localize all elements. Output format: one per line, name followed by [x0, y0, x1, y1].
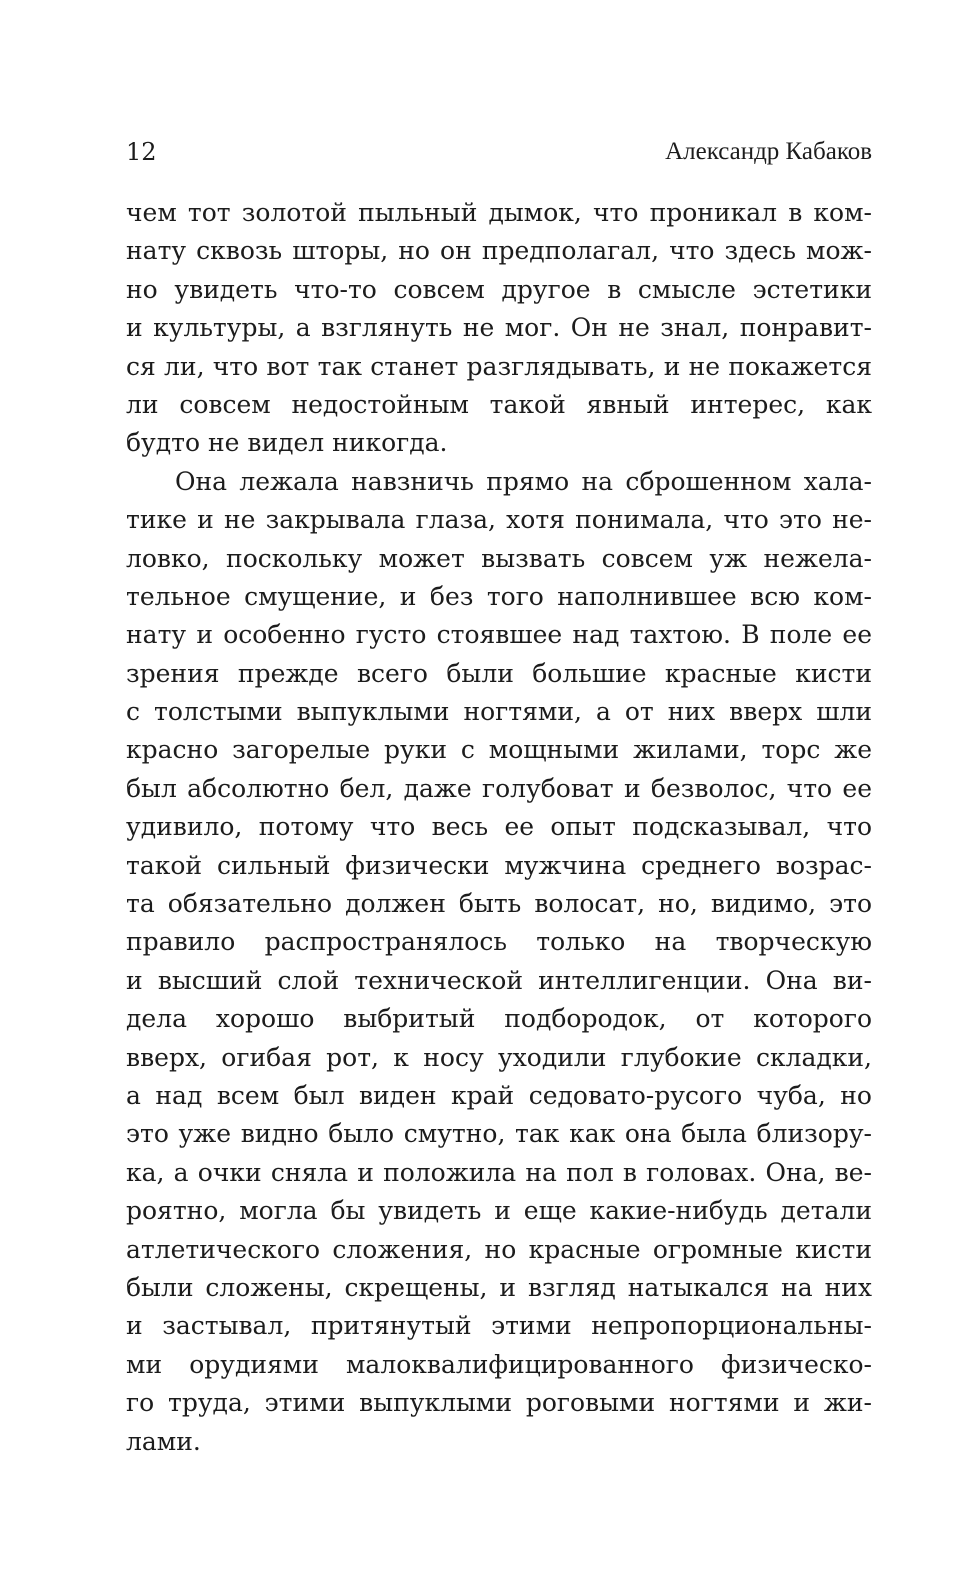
text-line: с толстыми выпуклыми ногтями, а от них вверх шли [126, 697, 872, 727]
text-line: Она лежала навзничь прямо на сброшенном хала- [175, 466, 872, 496]
text-line: красно загорелые руки с мощными жилами, торс же [126, 735, 872, 765]
text-line: ли совсем недостойным такой явный интерес, как [126, 389, 872, 419]
text-line: но увидеть что-то совсем другое в смысле эстетики [126, 274, 872, 304]
text-line: правило распространялось только на творческую [126, 927, 872, 957]
text-line: удивило, потому что весь ее опыт подсказывал, что [126, 812, 872, 842]
text-line: та обязательно должен быть волосат, но, видимо, это [126, 889, 872, 919]
text-line: были сложены, скрещены, и взгляд натыкался на них [126, 1272, 872, 1302]
running-head-author: Александр Кабаков [665, 138, 872, 165]
page-number: 12 [126, 138, 157, 166]
text-line: тике и не закрывала глаза, хотя понимала, что это не- [126, 505, 872, 535]
text-line: это уже видно было смутно, так как она была близору- [126, 1119, 872, 1149]
text-line: будто не видел никогда. [126, 428, 448, 458]
text-line: нату сквозь шторы, но он предполагал, что здесь мож- [126, 236, 872, 266]
text-line: атлетического сложения, но красные огромные кисти [126, 1234, 872, 1264]
text-line: вверх, огибая рот, к носу уходили глубокие складки, [126, 1042, 872, 1072]
text-line: такой сильный физически мужчина среднего возрас- [126, 850, 872, 880]
body-text [126, 194, 872, 1461]
paragraph [126, 194, 872, 463]
text-line: ловко, поскольку может вызвать совсем уж нежела- [126, 543, 872, 573]
text-line: дела хорошо выбритый подбородок, от которого [126, 1004, 872, 1034]
text-line: нату и особенно густо стоявшее над тахтою. В поле ее [126, 620, 872, 650]
page-header [126, 134, 872, 170]
text-line: и застывал, притянутый этими непропорциональны- [126, 1311, 872, 1341]
text-line: и культуры, а взглянуть не мог. Он не знал, понравит- [126, 313, 872, 343]
text-line: го труда, этими выпуклыми роговыми ногтями и жи- [126, 1388, 872, 1418]
text-line: а над всем был виден край седовато-русого чуба, но [126, 1080, 872, 1110]
text-line: был абсолютно бел, даже голубоват и безволос, что ее [126, 773, 872, 803]
text-line: ка, а очки сняла и положила на пол в головах. Она, ве- [126, 1157, 872, 1187]
text-line: роятно, могла бы увидеть и еще какие-нибудь детали [126, 1196, 872, 1226]
paragraph [126, 463, 872, 1461]
text-line: ми орудиями малоквалифицированного физическо- [126, 1349, 872, 1379]
text-line: лами. [126, 1426, 201, 1456]
text-line: ся ли, что вот так станет разглядывать, и не покажется [126, 351, 872, 381]
text-line: тельное смущение, и без того наполнившее всю ком- [126, 581, 872, 611]
text-line: зрения прежде всего были большие красные кисти [126, 658, 872, 688]
text-line: чем тот золотой пыльный дымок, что проникал в ком- [126, 198, 872, 227]
text-line: и высший слой технической интеллигенции. Она ви- [126, 965, 872, 995]
